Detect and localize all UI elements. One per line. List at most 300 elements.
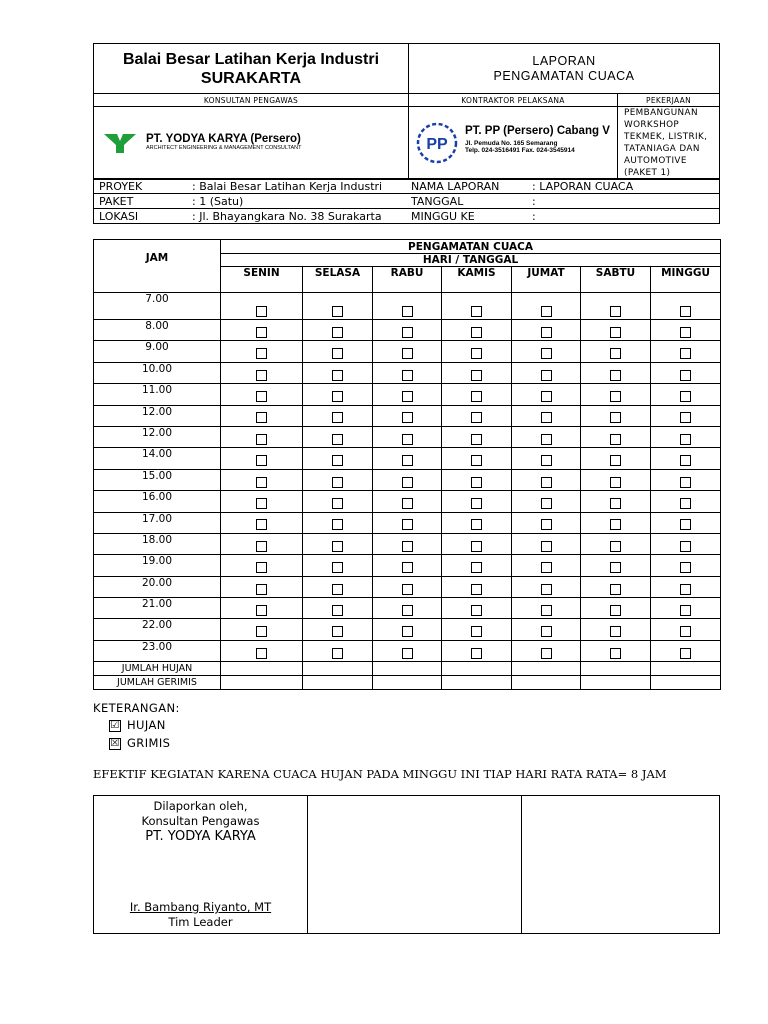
weather-checkbox[interactable] bbox=[610, 306, 621, 317]
jumlah-hujan-cell[interactable] bbox=[221, 662, 303, 676]
weather-cell bbox=[303, 491, 373, 512]
weather-cell bbox=[512, 598, 581, 619]
hour-label: 21.00 bbox=[94, 598, 221, 619]
weather-cell bbox=[442, 555, 512, 576]
weather-cell bbox=[303, 320, 373, 341]
weather-cell bbox=[373, 640, 442, 661]
weather-checkbox[interactable] bbox=[256, 541, 267, 552]
weather-checkbox[interactable] bbox=[471, 626, 482, 637]
weather-cell bbox=[581, 598, 651, 619]
weather-checkbox[interactable] bbox=[610, 412, 621, 423]
weather-checkbox[interactable] bbox=[541, 370, 552, 381]
jumlah-hujan-cell[interactable] bbox=[581, 662, 651, 676]
weather-checkbox[interactable] bbox=[332, 327, 343, 338]
weather-cell bbox=[442, 362, 512, 383]
signature-cell-3 bbox=[522, 796, 720, 934]
weather-checkbox[interactable] bbox=[402, 498, 413, 509]
weather-checkbox[interactable] bbox=[471, 648, 482, 659]
weather-observation-table bbox=[93, 239, 721, 690]
weather-cell bbox=[373, 533, 442, 554]
jumlah-gerimis-cell[interactable] bbox=[442, 676, 512, 690]
hour-label: 18.00 bbox=[94, 533, 221, 554]
weather-cell bbox=[442, 405, 512, 426]
weather-checkbox[interactable] bbox=[402, 370, 413, 381]
hour-label: 7.00 bbox=[94, 293, 221, 320]
konsultan-subtitle: ARCHITECT ENGINEERING & MANAGEMENT CONSULTANT bbox=[146, 145, 302, 151]
weather-checkbox[interactable] bbox=[541, 626, 552, 637]
weather-checkbox[interactable] bbox=[402, 562, 413, 573]
weather-cell bbox=[512, 576, 581, 597]
weather-cell bbox=[512, 640, 581, 661]
weather-checkbox[interactable] bbox=[471, 541, 482, 552]
pekerjaan-line3: AUTOMOTIVE (PAKET 1) bbox=[624, 156, 687, 178]
hour-label: 10.00 bbox=[94, 362, 221, 383]
weather-cell bbox=[442, 469, 512, 490]
hour-label: 23.00 bbox=[94, 640, 221, 661]
weather-checkbox[interactable] bbox=[332, 434, 343, 445]
weather-checkbox[interactable] bbox=[256, 391, 267, 402]
signature-cell-2 bbox=[308, 796, 522, 934]
weather-checkbox[interactable] bbox=[680, 584, 691, 595]
weather-checkbox[interactable] bbox=[332, 541, 343, 552]
weather-checkbox[interactable] bbox=[680, 541, 691, 552]
weather-cell bbox=[651, 426, 721, 447]
weather-checkbox[interactable] bbox=[610, 541, 621, 552]
weather-checkbox[interactable] bbox=[402, 412, 413, 423]
weather-checkbox[interactable] bbox=[541, 541, 552, 552]
jumlah-hujan-row bbox=[94, 662, 721, 676]
weather-cell bbox=[373, 598, 442, 619]
weather-checkbox[interactable] bbox=[680, 412, 691, 423]
jumlah-hujan-cell[interactable] bbox=[651, 662, 721, 676]
weather-cell bbox=[651, 293, 721, 320]
weather-checkbox[interactable] bbox=[332, 605, 343, 616]
weather-cell bbox=[581, 426, 651, 447]
weather-checkbox[interactable] bbox=[541, 605, 552, 616]
weather-checkbox[interactable] bbox=[680, 434, 691, 445]
weather-cell bbox=[581, 405, 651, 426]
weather-cell bbox=[221, 293, 303, 320]
konsultan-header: KONSULTAN PENGAWAS bbox=[94, 94, 409, 107]
weather-checkbox[interactable] bbox=[332, 370, 343, 381]
weather-checkbox[interactable] bbox=[332, 391, 343, 402]
legend-title: KETERANGAN: bbox=[93, 701, 180, 715]
weather-checkbox[interactable] bbox=[541, 306, 552, 317]
weather-checkbox[interactable] bbox=[471, 327, 482, 338]
weather-checkbox[interactable] bbox=[332, 626, 343, 637]
weather-cell bbox=[512, 362, 581, 383]
kontraktor-address: Jl. Pemuda No. 165 Semarang bbox=[465, 140, 558, 147]
jumlah-hujan-cell[interactable] bbox=[512, 662, 581, 676]
jumlah-hujan-cell[interactable] bbox=[442, 662, 512, 676]
weather-checkbox[interactable] bbox=[332, 477, 343, 488]
jumlah-hujan-label: JUMLAH HUJAN bbox=[94, 662, 221, 676]
weather-checkbox[interactable] bbox=[680, 519, 691, 530]
day-header-senin: SENIN bbox=[221, 267, 303, 293]
weather-checkbox[interactable] bbox=[610, 498, 621, 509]
weather-checkbox[interactable] bbox=[610, 348, 621, 359]
jumlah-gerimis-label: JUMLAH GERIMIS bbox=[94, 676, 221, 690]
weather-cell bbox=[581, 533, 651, 554]
weather-checkbox[interactable] bbox=[541, 348, 552, 359]
weather-cell bbox=[581, 555, 651, 576]
weather-cell bbox=[442, 576, 512, 597]
weather-checkbox[interactable] bbox=[471, 348, 482, 359]
hour-row bbox=[94, 384, 721, 405]
yodya-logo-icon bbox=[100, 130, 140, 156]
weather-checkbox[interactable] bbox=[610, 605, 621, 616]
weather-checkbox[interactable] bbox=[256, 626, 267, 637]
weather-checkbox[interactable] bbox=[471, 306, 482, 317]
weather-cell bbox=[442, 640, 512, 661]
weather-checkbox[interactable] bbox=[610, 648, 621, 659]
report-title-cell bbox=[409, 44, 720, 94]
weather-checkbox[interactable] bbox=[256, 412, 267, 423]
weather-cell bbox=[512, 341, 581, 362]
weather-cell bbox=[651, 469, 721, 490]
weather-cell bbox=[512, 469, 581, 490]
crossed-box-icon: ☒ bbox=[110, 737, 120, 749]
weather-checkbox[interactable] bbox=[680, 370, 691, 381]
weather-cell bbox=[221, 512, 303, 533]
weather-cell bbox=[303, 426, 373, 447]
weather-cell bbox=[581, 341, 651, 362]
weather-checkbox[interactable] bbox=[610, 455, 621, 466]
jumlah-gerimis-cell[interactable] bbox=[373, 676, 442, 690]
day-header-kamis: KAMIS bbox=[442, 267, 512, 293]
weather-checkbox[interactable] bbox=[256, 434, 267, 445]
weather-cell bbox=[303, 469, 373, 490]
hour-row bbox=[94, 640, 721, 661]
weather-checkbox[interactable] bbox=[680, 498, 691, 509]
jumlah-hujan-cell[interactable] bbox=[373, 662, 442, 676]
weather-checkbox[interactable] bbox=[610, 519, 621, 530]
pekerjaan-line1: PEMBANGUNAN WORKSHOP bbox=[624, 108, 698, 130]
pekerjaan-cell bbox=[618, 107, 720, 180]
weather-cell bbox=[221, 448, 303, 469]
weather-checkbox[interactable] bbox=[256, 348, 267, 359]
weather-checkbox[interactable] bbox=[332, 584, 343, 595]
weather-checkbox[interactable] bbox=[680, 455, 691, 466]
info-label-proyek: PROYEK bbox=[94, 179, 188, 194]
weather-checkbox[interactable] bbox=[610, 434, 621, 445]
weather-cell bbox=[581, 619, 651, 640]
hour-row bbox=[94, 448, 721, 469]
weather-cell bbox=[442, 598, 512, 619]
weather-checkbox[interactable] bbox=[402, 519, 413, 530]
weather-checkbox[interactable] bbox=[402, 584, 413, 595]
weather-cell bbox=[581, 491, 651, 512]
hour-label: 12.00 bbox=[94, 426, 221, 447]
info-label-lokasi: LOKASI bbox=[94, 209, 188, 224]
weather-checkbox[interactable] bbox=[471, 391, 482, 402]
legend-grimis-label: GRIMIS bbox=[127, 736, 171, 750]
weather-checkbox[interactable] bbox=[471, 498, 482, 509]
weather-checkbox[interactable] bbox=[332, 348, 343, 359]
weather-cell bbox=[373, 469, 442, 490]
weather-checkbox[interactable] bbox=[402, 605, 413, 616]
weather-cell bbox=[303, 405, 373, 426]
weather-checkbox[interactable] bbox=[610, 370, 621, 381]
weather-checkbox[interactable] bbox=[471, 434, 482, 445]
weather-checkbox[interactable] bbox=[541, 648, 552, 659]
weather-cell bbox=[512, 533, 581, 554]
weather-checkbox[interactable] bbox=[680, 327, 691, 338]
hour-label: 19.00 bbox=[94, 555, 221, 576]
weather-cell bbox=[373, 384, 442, 405]
weather-checkbox[interactable] bbox=[610, 626, 621, 637]
hour-label: 8.00 bbox=[94, 320, 221, 341]
weather-cell bbox=[221, 384, 303, 405]
effective-note: EFEKTIF KEGIATAN KARENA CUACA HUJAN PADA MINGGU INI TIAP HARI RATA RATA= 8 JAM bbox=[93, 767, 667, 781]
reported-role: Konsultan Pengawas bbox=[141, 814, 260, 828]
weather-cell bbox=[442, 341, 512, 362]
weather-cell bbox=[442, 448, 512, 469]
hour-row bbox=[94, 576, 721, 597]
weather-checkbox[interactable] bbox=[471, 584, 482, 595]
weather-checkbox[interactable] bbox=[332, 519, 343, 530]
jam-header bbox=[94, 240, 221, 293]
weather-cell bbox=[303, 619, 373, 640]
weather-checkbox[interactable] bbox=[256, 498, 267, 509]
weather-cell bbox=[221, 533, 303, 554]
weather-checkbox[interactable] bbox=[610, 327, 621, 338]
weather-cell bbox=[512, 512, 581, 533]
weather-cell bbox=[512, 293, 581, 320]
weather-checkbox[interactable] bbox=[332, 412, 343, 423]
weather-checkbox[interactable] bbox=[471, 370, 482, 381]
weather-cell bbox=[442, 533, 512, 554]
weather-cell bbox=[581, 320, 651, 341]
weather-cell bbox=[373, 619, 442, 640]
weather-cell bbox=[373, 320, 442, 341]
jumlah-gerimis-cell[interactable] bbox=[512, 676, 581, 690]
weather-cell bbox=[221, 469, 303, 490]
weather-checkbox[interactable] bbox=[471, 605, 482, 616]
weather-cell bbox=[303, 448, 373, 469]
weather-checkbox[interactable] bbox=[471, 519, 482, 530]
weather-checkbox[interactable] bbox=[541, 584, 552, 595]
day-header-sabtu: SABTU bbox=[581, 267, 651, 293]
weather-cell bbox=[303, 576, 373, 597]
weather-checkbox[interactable] bbox=[680, 477, 691, 488]
report-title-line1: LAPORAN bbox=[532, 53, 596, 68]
weather-checkbox[interactable] bbox=[332, 498, 343, 509]
hour-label: 16.00 bbox=[94, 491, 221, 512]
info-value-proyek: : Balai Besar Latihan Kerja Industri bbox=[187, 179, 406, 194]
legend-hujan bbox=[109, 718, 166, 732]
info-row-proyek bbox=[94, 179, 720, 194]
weather-checkbox[interactable] bbox=[541, 519, 552, 530]
weather-cell bbox=[303, 293, 373, 320]
kontraktor-phone: Telp. 024-3516491 Fax. 024-3545914 bbox=[465, 147, 575, 154]
jumlah-gerimis-cell[interactable] bbox=[221, 676, 303, 690]
hour-row bbox=[94, 555, 721, 576]
day-header-selasa: SELASA bbox=[303, 267, 373, 293]
weather-cell bbox=[442, 384, 512, 405]
weather-checkbox[interactable] bbox=[471, 412, 482, 423]
weather-cell bbox=[512, 448, 581, 469]
weather-checkbox[interactable] bbox=[471, 455, 482, 466]
weather-checkbox[interactable] bbox=[332, 306, 343, 317]
info-row-lokasi bbox=[94, 209, 720, 224]
weather-checkbox[interactable] bbox=[610, 584, 621, 595]
weather-checkbox[interactable] bbox=[256, 562, 267, 573]
weather-checkbox[interactable] bbox=[402, 391, 413, 402]
report-title-line2: PENGAMATAN CUACA bbox=[493, 68, 635, 83]
weather-checkbox[interactable] bbox=[256, 477, 267, 488]
weather-checkbox[interactable] bbox=[402, 477, 413, 488]
pengamatan-header: PENGAMATAN CUACA bbox=[221, 240, 721, 254]
weather-checkbox[interactable] bbox=[256, 306, 267, 317]
weather-checkbox[interactable] bbox=[256, 605, 267, 616]
weather-checkbox[interactable] bbox=[332, 455, 343, 466]
weather-cell bbox=[512, 491, 581, 512]
weather-cell bbox=[651, 320, 721, 341]
weather-cell bbox=[373, 448, 442, 469]
institution-line1: Balai Besar Latihan Kerja Industri bbox=[122, 50, 380, 68]
weather-checkbox[interactable] bbox=[541, 327, 552, 338]
weather-checkbox[interactable] bbox=[680, 626, 691, 637]
weather-checkbox[interactable] bbox=[541, 412, 552, 423]
weather-cell bbox=[651, 533, 721, 554]
hour-row bbox=[94, 426, 721, 447]
hour-row bbox=[94, 512, 721, 533]
weather-checkbox[interactable] bbox=[541, 434, 552, 445]
weather-cell bbox=[581, 469, 651, 490]
hour-row bbox=[94, 405, 721, 426]
weather-cell bbox=[303, 512, 373, 533]
weather-checkbox[interactable] bbox=[680, 306, 691, 317]
weather-cell bbox=[221, 640, 303, 661]
weather-cell bbox=[221, 576, 303, 597]
weather-cell bbox=[221, 341, 303, 362]
weather-checkbox[interactable] bbox=[680, 605, 691, 616]
info-value-tanggal: : bbox=[527, 194, 720, 209]
weather-cell bbox=[373, 426, 442, 447]
weather-checkbox[interactable] bbox=[256, 370, 267, 381]
weather-checkbox[interactable] bbox=[402, 648, 413, 659]
hour-row bbox=[94, 619, 721, 640]
weather-cell bbox=[512, 555, 581, 576]
jumlah-gerimis-cell[interactable] bbox=[581, 676, 651, 690]
hour-row bbox=[94, 598, 721, 619]
kontraktor-name: PT. PP (Persero) Cabang V bbox=[465, 125, 610, 137]
weather-cell bbox=[303, 533, 373, 554]
weather-checkbox[interactable] bbox=[541, 477, 552, 488]
pp-logo-icon bbox=[415, 121, 459, 165]
weather-cell bbox=[651, 512, 721, 533]
weather-checkbox[interactable] bbox=[332, 562, 343, 573]
hour-row bbox=[94, 362, 721, 383]
weather-checkbox[interactable] bbox=[256, 584, 267, 595]
weather-checkbox[interactable] bbox=[541, 498, 552, 509]
weather-checkbox[interactable] bbox=[332, 648, 343, 659]
weather-checkbox[interactable] bbox=[680, 648, 691, 659]
weather-cell bbox=[512, 426, 581, 447]
weather-checkbox[interactable] bbox=[541, 562, 552, 573]
weather-cell bbox=[651, 362, 721, 383]
pekerjaan-header: PEKERJAAN bbox=[618, 94, 720, 107]
weather-checkbox[interactable] bbox=[402, 455, 413, 466]
jam-label: JAM bbox=[145, 252, 169, 264]
weather-checkbox[interactable] bbox=[402, 434, 413, 445]
weather-cell bbox=[651, 640, 721, 661]
info-value-paket: : 1 (Satu) bbox=[187, 194, 406, 209]
weather-cell bbox=[373, 576, 442, 597]
weather-checkbox[interactable] bbox=[471, 562, 482, 573]
weather-checkbox[interactable] bbox=[402, 348, 413, 359]
hour-label: 22.00 bbox=[94, 619, 221, 640]
weather-cell bbox=[373, 512, 442, 533]
weather-cell bbox=[442, 491, 512, 512]
weather-checkbox[interactable] bbox=[256, 519, 267, 530]
weather-checkbox[interactable] bbox=[680, 562, 691, 573]
weather-cell bbox=[651, 555, 721, 576]
pekerjaan-line2: TEKMEK, LISTRIK, TATANIAGA DAN bbox=[624, 132, 708, 154]
weather-checkbox[interactable] bbox=[610, 562, 621, 573]
weather-cell bbox=[581, 512, 651, 533]
weather-checkbox[interactable] bbox=[402, 541, 413, 552]
weather-cell bbox=[303, 640, 373, 661]
hour-label: 17.00 bbox=[94, 512, 221, 533]
weather-checkbox[interactable] bbox=[402, 306, 413, 317]
weather-checkbox[interactable] bbox=[610, 391, 621, 402]
hari-tanggal-header: HARI / TANGGAL bbox=[221, 254, 721, 267]
institution-cell bbox=[94, 44, 409, 94]
hour-label: 11.00 bbox=[94, 384, 221, 405]
weather-checkbox[interactable] bbox=[256, 648, 267, 659]
weather-cell bbox=[651, 598, 721, 619]
jumlah-gerimis-cell[interactable] bbox=[651, 676, 721, 690]
day-header-jumat: JUMAT bbox=[512, 267, 581, 293]
weather-cell bbox=[581, 448, 651, 469]
konsultan-name: PT. YODYA KARYA (Persero) bbox=[146, 133, 301, 145]
weather-cell bbox=[512, 619, 581, 640]
day-header-minggu: MINGGU bbox=[651, 267, 721, 293]
weather-cell bbox=[581, 384, 651, 405]
jumlah-hujan-cell[interactable] bbox=[303, 662, 373, 676]
info-value-nama-laporan: : LAPORAN CUACA bbox=[527, 179, 720, 194]
jumlah-gerimis-cell[interactable] bbox=[303, 676, 373, 690]
signature-cell-consultant bbox=[94, 796, 308, 934]
weather-checkbox[interactable] bbox=[680, 348, 691, 359]
weather-checkbox[interactable] bbox=[402, 626, 413, 637]
weather-cell bbox=[303, 555, 373, 576]
pp-logo-text: PP bbox=[426, 136, 448, 153]
weather-checkbox[interactable] bbox=[402, 327, 413, 338]
weather-cell bbox=[442, 320, 512, 341]
weather-cell bbox=[581, 293, 651, 320]
weather-checkbox[interactable] bbox=[471, 477, 482, 488]
weather-cell bbox=[651, 576, 721, 597]
header-table bbox=[93, 43, 720, 180]
legend-grimis bbox=[109, 736, 170, 750]
weather-checkbox[interactable] bbox=[680, 391, 691, 402]
weather-cell bbox=[221, 426, 303, 447]
weather-checkbox[interactable] bbox=[541, 391, 552, 402]
weather-cell bbox=[373, 341, 442, 362]
info-label-tanggal: TANGGAL bbox=[406, 194, 527, 209]
kontraktor-header: KONTRAKTOR PELAKSANA bbox=[409, 94, 618, 107]
hour-row bbox=[94, 491, 721, 512]
info-label-minggu-ke: MINGGU KE bbox=[406, 209, 527, 224]
weather-checkbox[interactable] bbox=[610, 477, 621, 488]
weather-checkbox[interactable] bbox=[256, 327, 267, 338]
weather-checkbox[interactable] bbox=[256, 455, 267, 466]
weather-cell bbox=[373, 362, 442, 383]
weather-checkbox[interactable] bbox=[541, 455, 552, 466]
